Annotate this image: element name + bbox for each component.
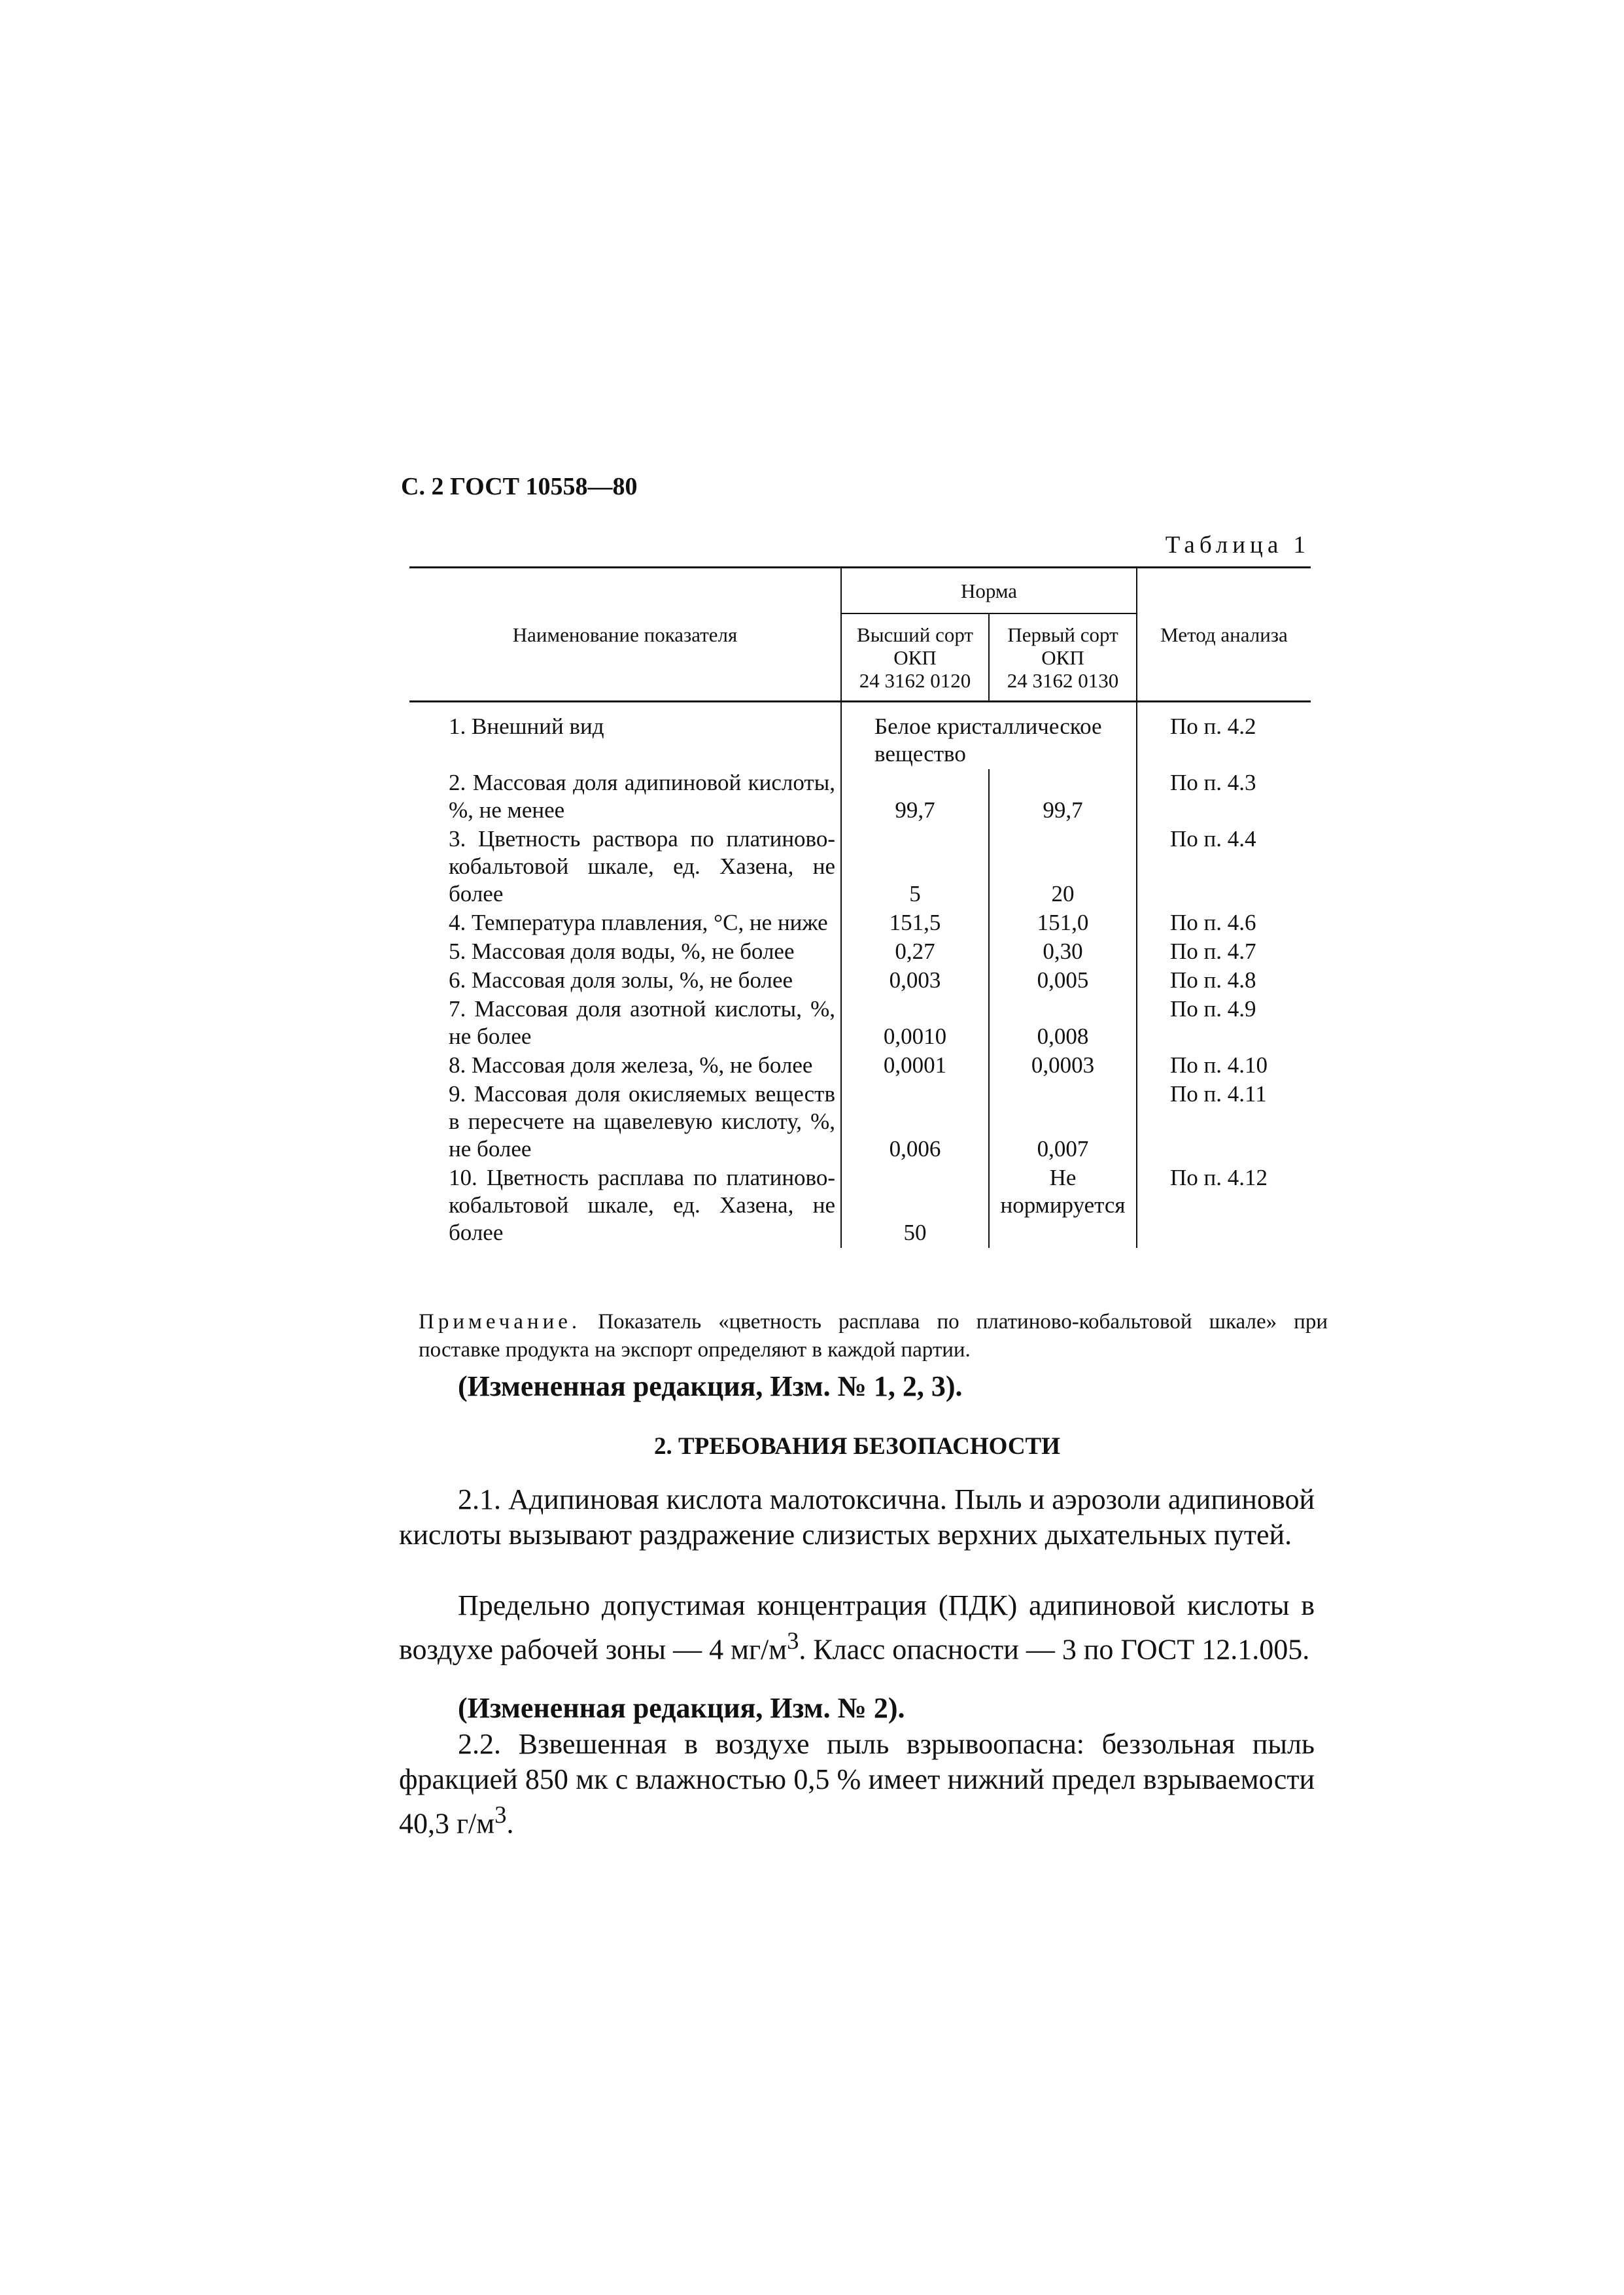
row-name: 3. Цветность раствора по платиново-кобальтовой шкале, ед. Хазена, не более bbox=[409, 825, 841, 909]
amendment-note-1: (Измененная редакция, Изм. № 1, 2, 3). bbox=[458, 1370, 963, 1402]
table-row bbox=[409, 938, 1311, 967]
row-value-first: 99,7 bbox=[989, 769, 1137, 825]
table-row bbox=[409, 1052, 1311, 1080]
row-method: По п. 4.10 bbox=[1137, 1052, 1311, 1080]
table-row bbox=[409, 1080, 1311, 1164]
page-header: С. 2 ГОСТ 10558—80 bbox=[401, 473, 638, 500]
row-name: 7. Массовая доля азотной кислоты, %, не более bbox=[409, 995, 841, 1052]
row-value-premium: 0,0010 bbox=[841, 995, 989, 1052]
row-merged-value: Белое кристаллическое вещество bbox=[841, 702, 1137, 770]
row-name: 8. Массовая доля железа, %, не более bbox=[409, 1052, 841, 1080]
paragraph-2-1: 2.1. Адипиновая кислота малотоксична. Пыль и аэрозоли адипиновой кислоты вызывают раздражение слизистых верхних дыхательных путей. bbox=[399, 1483, 1315, 1551]
row-value-premium: 50 bbox=[841, 1164, 989, 1248]
header-grade-first bbox=[989, 613, 1137, 702]
row-value-first: 0,30 bbox=[989, 938, 1137, 967]
section-title: 2. ТРЕБОВАНИЯ БЕЗОПАСНОСТИ bbox=[654, 1433, 1061, 1460]
superscript-3: 3 bbox=[787, 1627, 799, 1654]
row-value-first: 151,0 bbox=[989, 909, 1137, 938]
note-label: Примечание. bbox=[419, 1310, 581, 1334]
grade-first-okp: 24 3162 0130 bbox=[1007, 668, 1119, 692]
header-method: Метод анализа bbox=[1137, 568, 1311, 702]
table-row bbox=[409, 825, 1311, 909]
row-value-first: 0,0003 bbox=[989, 1052, 1137, 1080]
row-name: 1. Внешний вид bbox=[409, 702, 841, 770]
header-norma: Норма bbox=[841, 568, 1137, 614]
paragraph-pdk: Предельно допустимая концентрация (ПДК) адипиновой кислоты в воздухе рабочей зоны — 4 $мг/м^3$. Класс опасности — 3 по ГОСТ 12.1.005. bbox=[399, 1589, 1315, 1666]
grade-first-okp-label: ОКП bbox=[1041, 646, 1084, 669]
header-grade-premium bbox=[841, 613, 989, 702]
note-text: Показатель «цветность расплава по платиново-кобальтовой шкале» при поставке продукта на экспорт определяют в каждой партии. bbox=[419, 1310, 1328, 1362]
row-value-first: Не нормируется bbox=[989, 1164, 1137, 1248]
row-method: По п. 4.8 bbox=[1137, 967, 1311, 995]
grade-first-name: Первый сорт bbox=[1007, 623, 1118, 646]
row-value-first: 0,005 bbox=[989, 967, 1137, 995]
table-row bbox=[409, 702, 1311, 770]
table-row bbox=[409, 995, 1311, 1052]
row-value-premium: 0,27 bbox=[841, 938, 989, 967]
row-name: 4. Температура плавления, °С, не ниже bbox=[409, 909, 841, 938]
row-method: По п. 4.2 bbox=[1137, 702, 1311, 770]
row-value-premium: 0,006 bbox=[841, 1080, 989, 1164]
table-row bbox=[409, 769, 1311, 825]
row-method: По п. 4.3 bbox=[1137, 769, 1311, 825]
row-method: По п. 4.11 bbox=[1137, 1080, 1311, 1164]
row-value-premium: 99,7 bbox=[841, 769, 989, 825]
row-name: 5. Массовая доля воды, %, не более bbox=[409, 938, 841, 967]
row-name: 2. Массовая доля адипиновой кислоты, %, не менее bbox=[409, 769, 841, 825]
row-name: 10. Цветность расплава по платиново-кобальтовой шкале, ед. Хазена, не более bbox=[409, 1164, 841, 1248]
row-method: По п. 4.7 bbox=[1137, 938, 1311, 967]
row-value-first: 0,007 bbox=[989, 1080, 1137, 1164]
amendment-note-2: (Измененная редакция, Изм. № 2). bbox=[458, 1692, 905, 1724]
row-name: 6. Массовая доля золы, %, не более bbox=[409, 967, 841, 995]
row-value-premium: 5 bbox=[841, 825, 989, 909]
row-method: По п. 4.12 bbox=[1137, 1164, 1311, 1248]
grade-premium-okp: 24 3162 0120 bbox=[859, 668, 971, 692]
table-note bbox=[419, 1308, 1328, 1364]
row-value-premium: 0,003 bbox=[841, 967, 989, 995]
header-indicator-name: Наименование показателя bbox=[409, 568, 841, 702]
grade-premium-okp-label: ОКП bbox=[893, 646, 937, 669]
specification-table bbox=[409, 566, 1311, 1248]
row-value-premium: 151,5 bbox=[841, 909, 989, 938]
paragraph-2-2: 2.2. Взвешенная в воздухе пыль взрывоопасна: беззольная пыль фракцией 850 мк с влажностью 0,5 % имеет нижний предел взрываемости 40,3 $г/м^3$. bbox=[399, 1728, 1315, 1840]
row-value-first: 20 bbox=[989, 825, 1137, 909]
table-row bbox=[409, 967, 1311, 995]
row-name: 9. Массовая доля окисляемых веществ в пересчете на щавелевую кислоту, %, не более bbox=[409, 1080, 841, 1164]
row-method: По п. 4.9 bbox=[1137, 995, 1311, 1052]
row-method: По п. 4.6 bbox=[1137, 909, 1311, 938]
table-row bbox=[409, 909, 1311, 938]
grade-premium-name: Высший сорт bbox=[857, 623, 973, 646]
row-value-premium: 0,0001 bbox=[841, 1052, 989, 1080]
table-caption: Таблица 1 bbox=[1165, 532, 1310, 559]
row-method: По п. 4.4 bbox=[1137, 825, 1311, 909]
table-row bbox=[409, 1164, 1311, 1248]
superscript-3: 3 bbox=[494, 1801, 507, 1828]
row-value-first: 0,008 bbox=[989, 995, 1137, 1052]
